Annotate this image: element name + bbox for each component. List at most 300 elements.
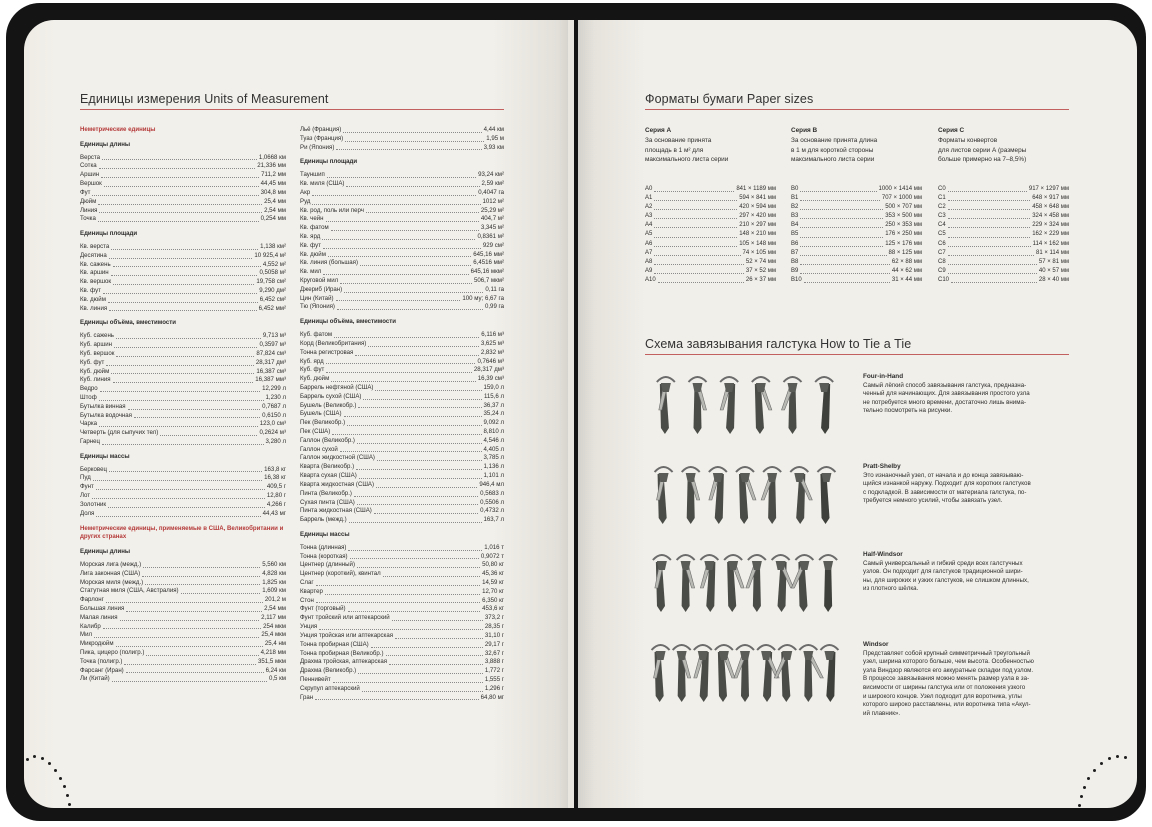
dot-leader: [345, 141, 484, 142]
paper-dimensions: 28 × 40 мм: [1038, 276, 1069, 283]
unit-row: [300, 277, 504, 286]
tie-step-icon: [820, 645, 838, 702]
unit-value: 16,387 см³: [256, 367, 286, 375]
units-subheading: Единицы площади: [80, 230, 138, 238]
tie-step-icon: [700, 555, 718, 612]
tie-step-icon: [819, 555, 837, 612]
unit-row: [300, 685, 504, 694]
tie-description-line: висимости от ширины галстука или от положения узкого: [863, 683, 1026, 691]
unit-name: Ри (Япония): [300, 143, 335, 151]
unit-name: Точка (полигр.): [80, 657, 123, 665]
unit-value: 4,828 км: [262, 569, 286, 577]
unit-name: Кв. сажень: [80, 260, 111, 268]
unit-value: 3,785 л: [483, 454, 504, 462]
unit-value: 929 см²: [482, 241, 504, 249]
paper-dimensions: 458 × 648 мм: [1032, 204, 1069, 211]
unit-name: Драхма (Великобр.): [300, 667, 357, 675]
paper-format: A6: [645, 240, 653, 247]
tie-description: [863, 373, 1069, 416]
series-name: Серия С: [938, 127, 965, 134]
unit-value: 0,2624 м³: [259, 429, 286, 437]
units-subheading: Единицы объёма, вместимости: [300, 318, 396, 326]
unit-value: 1,609 км: [262, 587, 286, 595]
unit-value: 93,24 км²: [478, 171, 504, 179]
paper-size-row: [645, 240, 776, 249]
paper-title: [645, 92, 813, 106]
paper-format: A9: [645, 267, 653, 274]
dot-leader: [344, 292, 483, 293]
paper-sizes-list: [938, 185, 1069, 285]
units-subheading: Единицы массы: [80, 452, 130, 460]
unit-row: [300, 694, 504, 703]
paper-dimensions: 229 × 324 мм: [1032, 222, 1069, 229]
tie-diagram-half-windsor: [644, 548, 840, 618]
paper-size-row: [645, 185, 776, 194]
dot-leader: [104, 186, 259, 187]
dot-leader: [126, 672, 264, 673]
unit-name: Баррель (межд.): [300, 516, 347, 524]
dot-leader: [109, 310, 256, 311]
dot-leader: [340, 283, 472, 284]
unit-name: Куб. дюйм: [80, 367, 110, 375]
paper-dimensions: 420 × 594 мм: [739, 204, 776, 211]
paper-dimensions: 841 × 1189 мм: [736, 186, 776, 192]
unit-row: [80, 429, 286, 438]
tie-step-icon: [720, 377, 738, 434]
unit-value: 0,254 мм: [260, 215, 286, 223]
dot-leader: [948, 227, 1031, 228]
series-description: Форматы конвертов: [938, 136, 998, 144]
unit-row: [300, 641, 504, 650]
tie-description: [863, 641, 1069, 718]
unit-name: Баррель сухой (США): [300, 392, 362, 400]
dot-leader: [108, 302, 258, 303]
dot-leader: [100, 391, 260, 392]
unit-row: [300, 340, 504, 349]
tie-step-icon: [709, 467, 727, 524]
unit-value: 1,825 км: [262, 578, 286, 586]
dot-leader: [358, 407, 481, 408]
dot-leader: [654, 227, 737, 228]
dot-leader: [800, 255, 886, 256]
paper-dimensions: 1000 × 1414 мм: [878, 186, 922, 192]
series-description: За основание принята: [645, 136, 712, 144]
dot-leader: [800, 273, 890, 274]
dot-leader: [113, 382, 254, 383]
paper-dimensions: 62 × 88 мм: [891, 258, 922, 265]
dot-leader: [360, 265, 471, 266]
tie-step-icon: [724, 555, 744, 612]
unit-name: Баррель нефтяной (США): [300, 383, 374, 391]
unit-name: Кв. дюйм: [300, 250, 326, 258]
dot-leader: [337, 309, 483, 310]
unit-row: [300, 650, 504, 659]
unit-name: Акр: [300, 188, 311, 196]
unit-name: Слаг: [300, 579, 314, 586]
unit-row: [80, 623, 286, 632]
tie-step-icon: [761, 467, 781, 524]
unit-value: 14,59 кг: [482, 579, 504, 586]
paper-size-row: [791, 267, 922, 276]
unit-row: [300, 516, 504, 525]
tie-description-line: щийся изнанкой наружу. Подходит для коротких галстуков: [863, 480, 1031, 488]
paper-sizes-list: [645, 185, 776, 285]
tie-title-rule: [645, 354, 1069, 355]
right-page: [578, 20, 1137, 808]
dot-leader: [124, 664, 256, 665]
tie-description-line: узел, ширина которого больше, чем высота. Особенностью: [863, 658, 1034, 666]
unit-name: Точка: [80, 215, 96, 223]
dot-leader: [111, 249, 258, 250]
unit-name: Драхма тройская, аптекарская: [300, 658, 388, 666]
paper-format: A1: [645, 195, 653, 202]
unit-name: Галлон (Великобр.): [300, 436, 355, 444]
dot-leader: [389, 664, 483, 665]
paper-format: A8: [645, 258, 653, 265]
tie-diagram-four-in-hand: [644, 370, 840, 440]
unit-row: [80, 658, 286, 667]
unit-value: 409,5 г: [266, 483, 286, 491]
dot-leader: [340, 451, 482, 452]
tie-description-line: не потребуется много времени, достаточно лишь внима-: [863, 398, 1027, 406]
tie-description-line: требуется немного усилий, чтобы завязать узел.: [863, 497, 1003, 505]
dot-leader: [347, 425, 481, 426]
paper-size-row: [938, 203, 1069, 212]
unit-value: 201,2 м: [264, 596, 286, 604]
paper-format: C6: [938, 240, 946, 247]
unit-row: [300, 366, 504, 375]
dot-leader: [800, 227, 883, 228]
dot-leader: [181, 593, 261, 594]
unit-row: [80, 368, 286, 377]
tie-description-line: узлов. Он подходит для галстуков традиционной шири-: [863, 568, 1023, 576]
paper-size-row: [938, 194, 1069, 203]
unit-name: Статутная миля (США, Австралия): [80, 587, 179, 595]
dot-leader: [654, 246, 737, 247]
unit-row: [80, 198, 286, 207]
unit-row: [80, 305, 286, 314]
dot-leader: [800, 264, 890, 265]
units-title-ru: Единицы измерения: [80, 92, 201, 106]
unit-name: Пуд: [80, 474, 91, 482]
unit-value: 1,016 т: [484, 543, 504, 551]
unit-name: Бутылка водочная: [80, 411, 132, 419]
paper-size-row: [791, 276, 922, 285]
unit-row: [300, 303, 504, 312]
dot-leader: [112, 681, 267, 682]
dot-leader: [368, 346, 479, 347]
paper-format: B7: [791, 249, 799, 256]
dot-leader: [800, 200, 880, 201]
dot-leader: [654, 237, 737, 238]
tie-knot-name: Half-Windsor: [863, 551, 903, 558]
dot-leader: [327, 177, 476, 178]
dot-leader: [332, 434, 481, 435]
unit-row: [80, 412, 286, 421]
unit-name: Куб. аршин: [80, 341, 112, 349]
unit-row: [80, 466, 286, 475]
dot-leader: [99, 400, 264, 401]
unit-name: Фут: [80, 188, 91, 196]
dot-leader: [800, 246, 883, 247]
unit-value: 2,832 м³: [480, 348, 504, 356]
tie-description-line: с подкладкой. В зависимости от материала галстука, по-: [863, 488, 1027, 496]
unit-name: Тонна пробирная (Великобр.): [300, 649, 384, 657]
dot-leader: [344, 416, 482, 417]
dot-leader: [386, 655, 483, 656]
dot-leader: [948, 191, 1027, 192]
tie-description-line: тельно посмотреть на рисунки.: [863, 407, 953, 415]
dot-leader: [111, 373, 254, 374]
unit-value: 1,0668 км: [258, 153, 286, 161]
paper-format: B4: [791, 222, 799, 229]
unit-row: [80, 605, 286, 614]
unit-row: [80, 350, 286, 359]
unit-name: Ли (Китай): [80, 675, 110, 683]
paper-size-row: [938, 212, 1069, 221]
paper-format: B10: [791, 276, 802, 283]
unit-row: [300, 561, 504, 570]
paper-dimensions: 297 × 420 мм: [739, 213, 776, 220]
paper-dimensions: 26 × 37 мм: [745, 276, 776, 283]
tie-step-icon: [682, 467, 700, 524]
unit-name: Пинта (Великобр.): [300, 489, 352, 497]
dot-leader: [654, 200, 737, 201]
paper-size-row: [938, 221, 1069, 230]
tie-step-icon: [752, 377, 772, 434]
unit-value: 0,11 га: [485, 285, 504, 293]
paper-format: B8: [791, 258, 799, 265]
tie-description-line: ченный для начинающих. Для завязывания простого узла: [863, 390, 1030, 398]
dot-leader: [948, 246, 1031, 247]
dot-leader: [654, 255, 740, 256]
unit-value: 1,230 л: [265, 393, 286, 401]
unit-name: Джериб (Иран): [300, 285, 343, 293]
dot-leader: [106, 365, 254, 366]
unit-value: 6,4516 мм²: [473, 259, 504, 267]
paper-dimensions: 210 × 297 мм: [739, 222, 776, 229]
unit-row: [300, 259, 504, 268]
unit-row: [300, 189, 504, 198]
tie-step-icon: [799, 645, 823, 702]
unit-row: [80, 420, 286, 429]
paper-format: C5: [938, 231, 946, 238]
unit-value: 29,17 г: [484, 640, 504, 648]
tie-step-icon: [736, 467, 756, 524]
units-subheading: Единицы объёма, вместимости: [80, 319, 176, 327]
dot-leader: [328, 256, 471, 257]
unit-name: Бутылка винная: [80, 402, 126, 410]
unit-name: Фунт тройский или аптекарский: [300, 614, 390, 622]
paper-size-row: [938, 276, 1069, 285]
unit-value: 0,7687 л: [262, 402, 286, 410]
unit-row: [80, 649, 286, 658]
unit-name: Морская миля (межд.): [80, 578, 144, 586]
dot-leader: [126, 611, 262, 612]
unit-row: [300, 454, 504, 463]
unit-name: Куб. сажень: [80, 332, 114, 340]
unit-row: [300, 198, 504, 207]
unit-value: 36,37 л: [483, 401, 504, 409]
unit-value: 3,345 м²: [480, 224, 504, 232]
unit-name: Морская лига (межд.): [80, 560, 142, 568]
paper-size-row: [645, 203, 776, 212]
unit-row: [80, 261, 286, 270]
unit-name: Пек (Великобр.): [300, 419, 346, 427]
unit-name: Кв. мил: [300, 268, 322, 276]
unit-row: [300, 410, 504, 419]
unit-name: Тауншип: [300, 171, 325, 179]
unit-value: 9,713 м³: [262, 332, 286, 340]
units-subheading: Единицы длины: [80, 140, 131, 148]
unit-value: 1,95 м: [486, 134, 504, 142]
unit-row: [80, 207, 286, 216]
unit-value: 44,45 мм: [260, 180, 286, 188]
series-description: За основание принята длина: [791, 136, 878, 144]
unit-name: Центнер (длинный): [300, 561, 355, 569]
unit-value: 0,9072 т: [480, 552, 504, 560]
unit-row: [300, 251, 504, 260]
paper-title-ru: Форматы бумаги: [645, 92, 744, 106]
unit-value: 0,99 га: [484, 303, 504, 311]
series-name: Серия B: [791, 127, 818, 134]
unit-value: 3,93 км: [483, 143, 504, 151]
tie-step-icon: [677, 555, 695, 612]
dot-leader: [92, 498, 265, 499]
dot-leader: [948, 200, 1031, 201]
paper-size-row: [645, 249, 776, 258]
tie-step-icon: [694, 645, 712, 702]
unit-name: Десятина: [80, 251, 107, 259]
unit-row: [80, 162, 286, 171]
unit-value: 0,4047 га: [478, 188, 504, 196]
dot-leader: [363, 399, 482, 400]
paper-size-row: [791, 185, 922, 194]
paper-format: A5: [645, 231, 653, 238]
units-subheading: Единицы длины: [80, 548, 131, 556]
unit-value: 6,24 км: [265, 666, 286, 674]
units-title-rule: [80, 109, 504, 110]
unit-row: [300, 544, 504, 553]
paper-dimensions: 324 × 458 мм: [1032, 213, 1069, 220]
dot-leader: [804, 282, 890, 283]
paper-size-row: [938, 185, 1069, 194]
left-page: [24, 20, 574, 808]
unit-name: Пек (США): [300, 428, 331, 435]
unit-name: Малая линия: [80, 613, 118, 621]
unit-value: 9,092 л: [483, 419, 504, 427]
tie-description-line: Это изнаночный узел, от начала и до конца завязываю-: [863, 471, 1024, 479]
dot-leader: [96, 516, 260, 517]
unit-name: Доля: [80, 509, 95, 517]
tie-step-icon: [790, 467, 812, 524]
paper-dimensions: 648 × 917 мм: [1032, 195, 1069, 202]
dot-leader: [355, 355, 479, 356]
dot-leader: [312, 195, 476, 196]
unit-name: Куб. линия: [80, 376, 111, 384]
dot-leader: [948, 237, 1031, 238]
dot-leader: [99, 212, 262, 213]
dot-leader: [654, 218, 737, 219]
tie-title-en: How to Tie a Tie: [820, 337, 912, 351]
unit-value: 645,16 мм²: [473, 250, 504, 258]
unit-name: Корд (Великобритания): [300, 339, 367, 347]
dot-leader: [357, 567, 480, 568]
unit-value: 159,0 л: [483, 383, 504, 391]
series-description: в 1 м для короткой стороны: [791, 146, 874, 154]
unit-row: [300, 402, 504, 411]
unit-value: 28,317 дм³: [255, 358, 286, 366]
unit-value: 1012 м²: [482, 197, 504, 205]
dot-leader: [377, 460, 482, 461]
paper-dimensions: 52 × 74 мм: [745, 258, 776, 265]
unit-value: 0,5 км: [268, 675, 286, 683]
paper-size-row: [645, 276, 776, 285]
dot-leader: [93, 480, 262, 481]
paper-size-row: [791, 212, 922, 221]
paper-dimensions: 114 × 162 мм: [1032, 240, 1069, 247]
dot-leader: [374, 513, 478, 514]
dot-leader: [362, 691, 483, 692]
dot-leader: [948, 209, 1031, 210]
unit-value: 16,39 см³: [477, 375, 504, 383]
paper-format: B2: [791, 204, 799, 211]
paper-series-header: [791, 126, 929, 165]
tie-description-line: которого широко расставлены, или воротника типа «Акул-: [863, 701, 1031, 709]
unit-row: [300, 233, 504, 242]
dot-leader: [356, 469, 481, 470]
unit-row: [80, 332, 286, 341]
unit-row: [300, 499, 504, 508]
unit-value: 2,117 мм: [261, 613, 286, 621]
unit-name: Центнер (короткий), квинтал: [300, 570, 381, 578]
paper-title-en: Paper sizes: [746, 92, 814, 106]
unit-row: [300, 268, 504, 277]
dot-leader: [948, 218, 1031, 219]
unit-name: Куб. фут: [300, 366, 325, 374]
unit-name: Фунт: [80, 483, 94, 491]
dot-leader: [111, 275, 258, 276]
paper-sizes-list: [791, 185, 922, 285]
unit-value: 25,4 мкм: [261, 631, 286, 639]
unit-name: Пика, цицеро (полигр.): [80, 649, 145, 657]
tie-description-line: Представляет собой крупный симметричный треугольный: [863, 649, 1030, 657]
unit-row: [300, 224, 504, 233]
dot-leader: [359, 478, 482, 479]
unit-row: [80, 438, 286, 447]
unit-row: [300, 472, 504, 481]
unit-name: Гарнец: [80, 438, 100, 445]
unit-value: 0,5506 л: [480, 498, 504, 506]
unit-value: 645,16 мкм²: [470, 268, 504, 276]
unit-row: [80, 587, 286, 596]
tie-description-line: В процессе завязывания можно менять размер узла в за-: [863, 675, 1030, 683]
tie-diagram-pratt-shelby: [644, 460, 840, 530]
series-description: площадь в 1 м² для: [645, 146, 704, 154]
unit-value: 1,138 км²: [260, 242, 286, 250]
unit-name: Скрупул аптекарский: [300, 684, 360, 692]
unit-value: 31,10 г: [484, 631, 504, 639]
unit-row: [80, 667, 286, 676]
unit-name: Круговой мил: [300, 277, 339, 284]
tie-description-line: из плотного шёлка.: [863, 585, 919, 593]
unit-row: [300, 358, 504, 367]
unit-value: 5,560 км: [262, 560, 286, 568]
tie-step-icon: [791, 555, 813, 612]
unit-row: [80, 376, 286, 385]
unit-name: Пеннивейт: [300, 675, 331, 683]
unit-row: [80, 154, 286, 163]
